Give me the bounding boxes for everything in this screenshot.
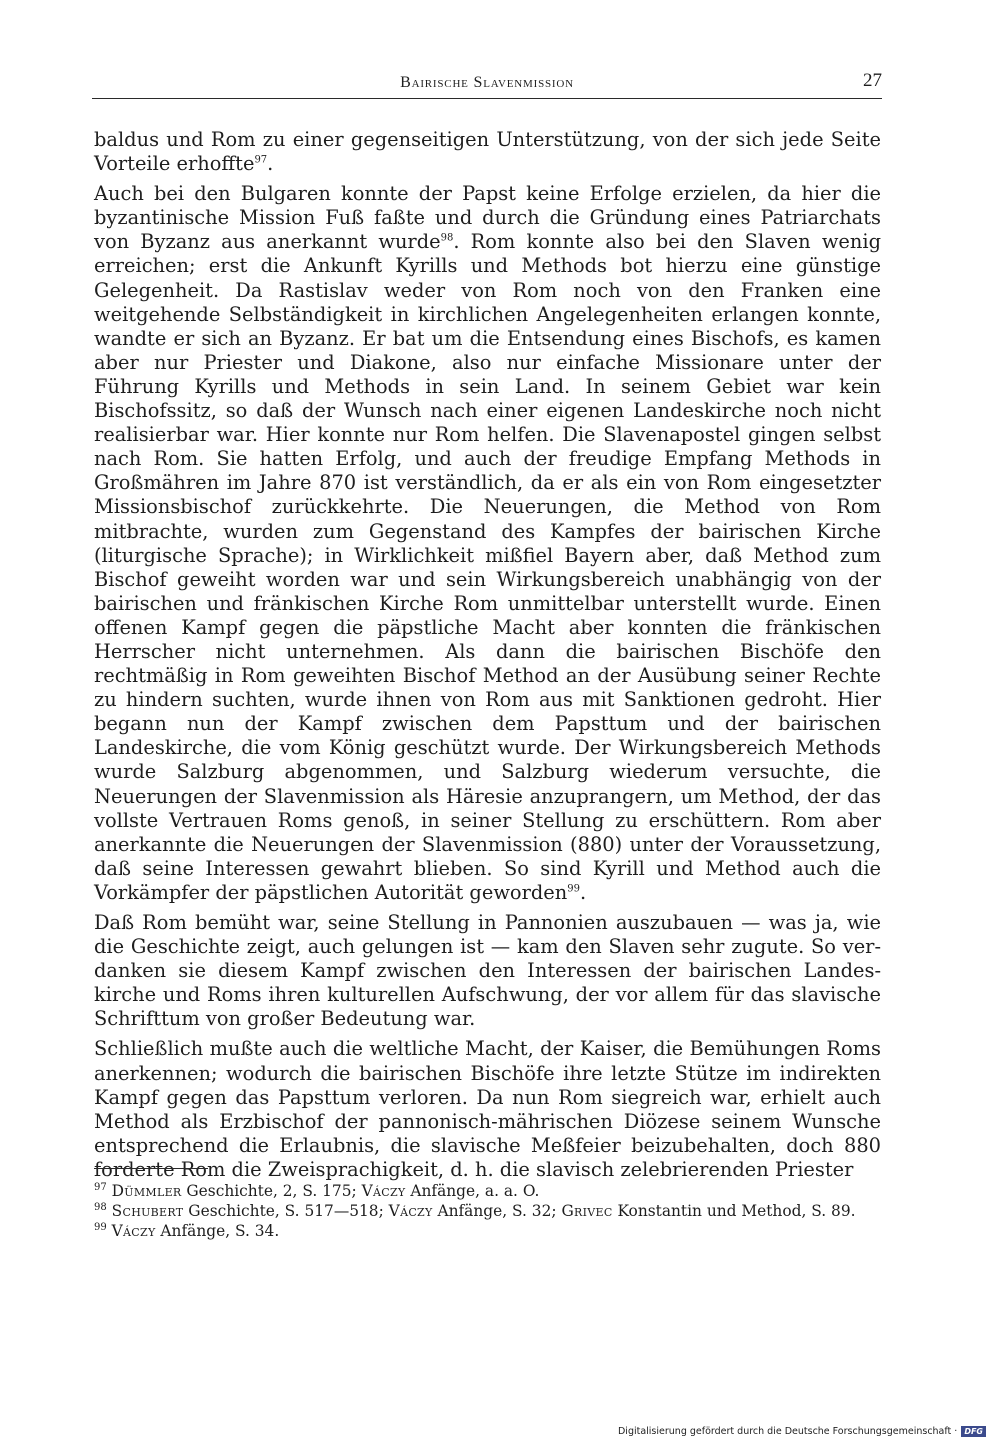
footnote-ref[interactable]: 99 — [567, 883, 580, 895]
paragraph: Auch bei den Bulgaren konnte der Papst keine Erfolge erzielen, da hier die byzantinische Mission Fuß faßte und durch die Gründung eines Patriarchats von Byzanz aus anerkannt wurde$^{98}$. Rom konnte also bei den Slaven wenig erreichen; erst die Ankunft Kyrills und Methods bot hierzu eine günstige Gelegenheit. Da Rastislav weder von Rom noch von den Franken eine weitgehende Selbständigkeit in kirchlichen Angelegenheiten erlangen konnte, wandte er sich an Byzanz. Er bat um die Entsendung eines Bischofs, es kamen aber nur Priester und Diakone, also nur einfache Missionare unter der Führung Kyrills und Methods in sein Land. In seinem Gebiet war kein Bischofssitz, so daß der Wunsch nach einer eigenen Landeskirche noch nicht realisierbar war. Hier konnte nur Rom helfen. Die Slavenapostel gingen selbst nach Rom. Sie hatten Erfolg, und auch der freudige Empfang Methods in Großmähren im Jahre 870 ist verständlich, da er als ein von Rom eingesetzter Missionsbischof zurückkehrte. Die Neuerungen, die Method von Rom mitbrachte, wurden zum Gegenstand des Kampfes der bairischen Kirche (liturgische Sprache); in Wirklichkeit mißfiel Bayern aber, daß Method zum Bischof geweiht worden war und sein Wirkungsbereich unabhängig von der bairischen und fränkischen Kirche Rom unmittelbar unterstellt wurde. Einen offenen Kampf gegen die päpstliche Macht aber konnten die fränkischen Herrscher nicht unternehmen. Als dann die bairischen Bischöfe den rechtmäßig in Rom geweihten Bischof Method an der Ausübung seiner Rechte zu hindern suchten, wurde ihnen von Rom aus mit Sanktionen gedroht. Hier begann nun der Kampf zwischen dem Papsttum und der bairischen Landeskirche, die vom König geschützt wurde. Der Wirkungsbereich Methods wurde Salzburg abgenommen, und Salzburg wiederum versuchte, die Neuerungen der Slavenmission als Häresie anzuprangern, um Method, der das vollste Vertrauen Roms genoß, in seiner Stellung zu erschüttern. Rom aber anerkannte die Neuerungen der Slavenmission (880) unter der Voraussetzung, daß seine Interessen gewahrt blieben. So sind Kyrill und Method auch die Vorkämpfer der päpstlichen Autorität geworden$^{99}$. — [94, 182, 881, 904]
paragraph: baldus und Rom zu einer gegenseitigen Unterstützung, von der sich jede Seite Vorteile erhoffte$^{97}$. — [94, 128, 881, 176]
paragraph: Schließlich mußte auch die weltliche Macht, der Kaiser, die Bemühungen Roms anerkennen; wodurch die bairischen Bischöfe ihre letzte Stütze im indirekten Kampf gegen das Papsttum verloren. Da nun Rom siegreich war, erhielt auch Method als Erzbischof der pannonisch-mährischen Diözese seinem Wunsche entsprechend die Erlaubnis, die slavische Meßfeier beizubehalten, doch 880 forderte Rom die Zweisprachigkeit, d. h. die slavisch zelebrierenden Priester — [94, 1037, 881, 1181]
footnote: $^{98}$ Schubert Geschichte, S. 517—518; Váczy Anfänge, S. 32; Grivec Konstantin und Method, S. 89. — [94, 1201, 856, 1220]
footnotes — [94, 1183, 881, 1243]
dfg-logo-icon: DFG — [961, 1426, 986, 1437]
page-header — [92, 70, 882, 99]
footnote-ref[interactable]: 97 — [254, 154, 268, 166]
body-text — [94, 128, 881, 1188]
paragraph: Daß Rom bemüht war, seine Stellung in Pannonien auszubauen — was ja, wie die Geschichte zeigt, auch gelungen ist — kam den Slaven sehr zugute. So verdanken sie diesem Kampf zwischen den Interessen der bairischen Landeskirche und Roms ihren kulturellen Aufschwung, der vor allem für das slavische Schrifttum von großer Bedeutung war. — [94, 911, 881, 1031]
running-title: Bairische Slavenmission — [400, 74, 574, 91]
digitization-credit — [618, 1426, 986, 1437]
credit-text: Digitalisierung gefördert durch die Deutsche Forschungsgemeinschaft · — [617, 1426, 958, 1437]
footnote-ref[interactable]: 98 — [440, 232, 454, 244]
footnote-divider — [94, 1168, 208, 1169]
footnote: $^{97}$ Dümmler Geschichte, 2, S. 175; Váczy Anfänge, a. a. O. — [94, 1181, 540, 1200]
footnote: $^{99}$ Váczy Anfänge, S. 34. — [94, 1221, 280, 1240]
page-number: 27 — [863, 70, 882, 91]
